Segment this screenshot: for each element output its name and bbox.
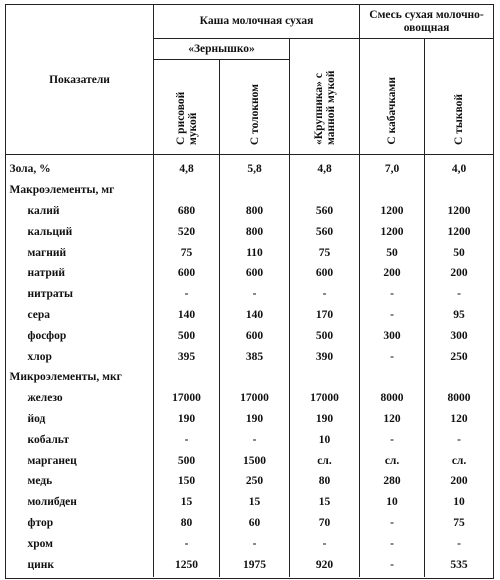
cell-value: 560 <box>315 225 334 238</box>
column-label-5: С тыквой <box>453 94 466 145</box>
cell-value: - <box>457 288 461 301</box>
cell-value: 5,8 <box>247 163 262 176</box>
table-row <box>6 554 494 575</box>
table-row <box>6 221 494 242</box>
cell-value: 120 <box>450 412 468 425</box>
column-label-3: «Крупника» с манной мукой <box>312 70 337 145</box>
cell-value: - <box>184 433 189 446</box>
table-row <box>6 263 494 284</box>
cell-value: 500 <box>177 454 196 467</box>
row-label: медь <box>27 475 53 488</box>
cell-value: 50 <box>453 246 465 259</box>
cell-value: - <box>322 288 327 301</box>
cell-value: 8000 <box>447 392 471 405</box>
cell-value: 4,8 <box>179 163 194 176</box>
cell-value: - <box>390 288 394 301</box>
column-header-3 <box>290 39 360 155</box>
cell-value: 800 <box>245 225 264 238</box>
column-header-1 <box>154 60 220 155</box>
cell-value: 15 <box>318 496 331 509</box>
cell-value: - <box>252 288 257 301</box>
cell-value: 600 <box>245 267 264 280</box>
cell-value: 10 <box>453 496 465 509</box>
table-row <box>6 450 494 471</box>
cell-value: 1500 <box>243 454 266 467</box>
table-row <box>6 155 494 180</box>
row-label: йод <box>27 412 46 425</box>
cell-value: 80 <box>180 516 193 529</box>
cell-value: - <box>390 350 394 363</box>
cell-value: 17000 <box>172 392 201 405</box>
cell-value: 17000 <box>310 392 339 405</box>
section-label: Микроэлементы, мкг <box>9 371 122 384</box>
cell-value: - <box>390 537 394 550</box>
column-header-5 <box>425 39 494 155</box>
row-label: магний <box>27 246 67 259</box>
cell-value: - <box>184 537 189 550</box>
cell-value: 75 <box>318 246 331 259</box>
subgroup-header: «Зернышко» <box>154 39 290 60</box>
cell-value: 15 <box>248 496 261 509</box>
cell-value: 8000 <box>380 392 404 405</box>
row-label: калий <box>27 204 60 217</box>
cell-value: 120 <box>383 412 401 425</box>
cell-value: 140 <box>177 308 196 321</box>
table-row <box>6 492 494 513</box>
row-label: хлор <box>27 350 52 363</box>
cell-value: - <box>390 308 394 321</box>
table-row <box>6 388 494 409</box>
cell-value: 75 <box>453 516 465 529</box>
table-row <box>6 409 494 430</box>
cell-value: 80 <box>318 475 331 488</box>
cell-value: 10 <box>386 496 398 509</box>
column-divider <box>359 148 360 577</box>
row-label: фосфор <box>27 329 67 342</box>
row-label: кальций <box>27 225 73 238</box>
cell-value: 200 <box>383 267 401 280</box>
row-label: Зола, % <box>9 163 51 176</box>
column-divider <box>219 148 220 577</box>
section-row <box>6 180 494 201</box>
column-divider <box>289 148 290 577</box>
cell-value: 4,8 <box>317 163 332 176</box>
cell-value: 60 <box>248 516 261 529</box>
row-label: железо <box>27 392 63 405</box>
cell-value: 75 <box>180 246 193 259</box>
cell-value: 300 <box>450 329 468 342</box>
table-row <box>6 201 494 222</box>
row-label: сера <box>27 308 50 321</box>
table-row <box>6 513 494 534</box>
table-row <box>6 429 494 450</box>
cell-value: - <box>390 516 394 529</box>
cell-value: 190 <box>245 412 264 425</box>
cell-value: 110 <box>246 246 263 259</box>
cell-value: 190 <box>315 412 334 425</box>
row-label: кобальт <box>27 433 70 446</box>
table-row <box>6 346 494 367</box>
nutrition-table <box>5 4 494 575</box>
table-row <box>6 325 494 346</box>
column-label-4: С кабачками <box>386 77 399 145</box>
cell-value: сл. <box>317 454 332 467</box>
cell-value: 500 <box>315 329 334 342</box>
cell-value: - <box>252 537 257 550</box>
cell-value: 10 <box>318 433 331 446</box>
cell-value: - <box>390 433 394 446</box>
cell-value: 1200 <box>447 204 471 217</box>
cell-value: 600 <box>245 329 264 342</box>
column-label-1: С рисовой мукой <box>174 91 199 145</box>
cell-value: 140 <box>245 308 264 321</box>
cell-value: - <box>184 288 189 301</box>
cell-value: 170 <box>315 308 334 321</box>
table-row <box>6 471 494 492</box>
table-body <box>6 155 494 575</box>
indicator-header: Показатели <box>6 5 154 155</box>
row-label: цинк <box>27 558 55 571</box>
cell-value: 395 <box>177 350 196 363</box>
table-row <box>6 533 494 554</box>
cell-value: 1975 <box>243 558 266 571</box>
column-header-2 <box>220 60 290 155</box>
column-label-2: С толокном <box>248 83 261 145</box>
cell-value: 280 <box>383 475 401 488</box>
cell-value: 190 <box>177 412 196 425</box>
column-divider <box>153 148 154 577</box>
cell-value: сл. <box>384 454 400 467</box>
cell-value: 520 <box>177 225 196 238</box>
cell-value: 600 <box>315 267 334 280</box>
cell-value: 15 <box>180 496 193 509</box>
cell-value: 1200 <box>447 225 471 238</box>
section-row <box>6 367 494 388</box>
cell-value: 200 <box>450 267 468 280</box>
table-row <box>6 305 494 326</box>
row-label: фтор <box>27 516 54 529</box>
cell-value: 7,0 <box>384 163 400 176</box>
section-label: Макроэлементы, мг <box>9 184 115 197</box>
cell-value: - <box>390 558 394 571</box>
cell-value: 200 <box>450 475 468 488</box>
cell-value: 95 <box>453 308 465 321</box>
cell-value: 680 <box>177 204 196 217</box>
cell-value: 535 <box>450 558 468 571</box>
group2-header: Смесь сухая молочно-овощная <box>360 5 494 39</box>
row-label: хром <box>27 537 54 550</box>
cell-value: 300 <box>383 329 401 342</box>
cell-value: 560 <box>315 204 334 217</box>
row-label: натрий <box>27 267 66 280</box>
column-header-4 <box>360 39 425 155</box>
cell-value: 250 <box>450 350 468 363</box>
cell-value: - <box>252 433 257 446</box>
cell-value: 1250 <box>175 558 198 571</box>
cell-value: 17000 <box>240 392 269 405</box>
group1-header: Каша молочная сухая <box>154 5 360 39</box>
row-label: молибден <box>27 496 77 509</box>
cell-value: 920 <box>315 558 334 571</box>
cell-value: - <box>322 537 327 550</box>
cell-value: 70 <box>318 516 331 529</box>
cell-value: 800 <box>245 204 264 217</box>
row-label: нитраты <box>27 288 74 301</box>
cell-value: 1200 <box>380 204 404 217</box>
cell-value: сл. <box>451 454 467 467</box>
row-label: марганец <box>27 454 77 467</box>
cell-value: 600 <box>177 267 196 280</box>
cell-value: 150 <box>177 475 196 488</box>
cell-value: 4,0 <box>451 163 467 176</box>
cell-value: 500 <box>177 329 196 342</box>
cell-value: - <box>457 537 461 550</box>
cell-value: - <box>457 433 461 446</box>
table-row <box>6 284 494 305</box>
cell-value: 390 <box>315 350 334 363</box>
table-row <box>6 242 494 263</box>
cell-value: 1200 <box>380 225 404 238</box>
cell-value: 50 <box>386 246 398 259</box>
column-divider <box>424 148 425 577</box>
cell-value: 385 <box>245 350 264 363</box>
cell-value: 250 <box>245 475 264 488</box>
